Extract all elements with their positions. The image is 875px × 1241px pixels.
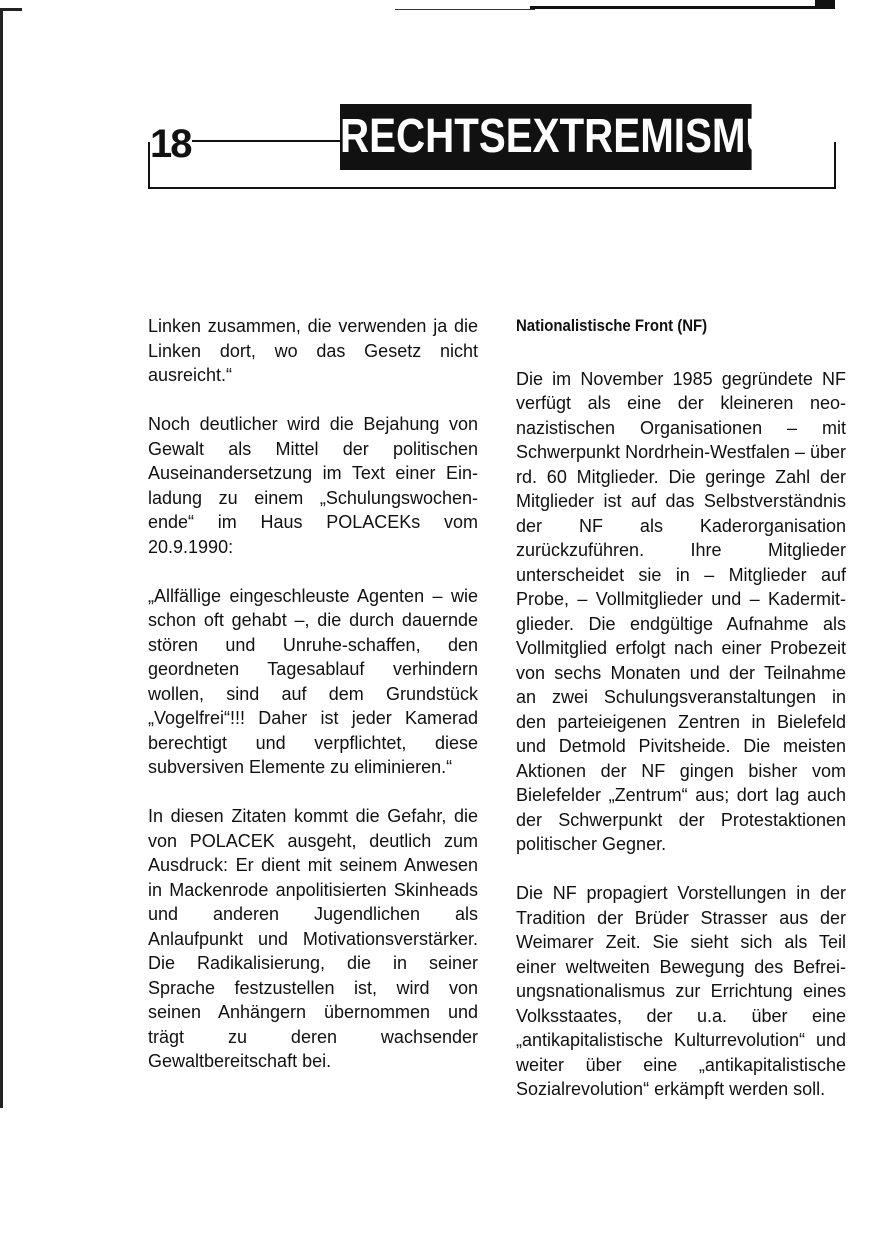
top-rule-thin [395,9,535,10]
paragraph: In diesen Zitaten kommt die Gefahr, die von POLACEK ausgeht, deutlich zum Ausdruck: Er dient mit seinem Anwesen in Mackenrode anpolitisierten Skinheads und anderen Jugendlichen als Anlaufpunkt und Motivationsverstärker. Die Radikalisierung, die in seiner Sprache festzustellen ist, wird von seinen Anhängern übernommen und trägt zu deren wachsender Gewaltbereitschaft bei. [148,806,478,1071]
chapter-title: RECHTSEXTREMISMUS [340,104,752,170]
header-frame-bottom [148,187,836,189]
paragraph: Noch deutlicher wird die Bejahung von Gewalt als Mittel der politischen Auseinandersetzung im Text einer Einladung zu einem „Schulungswochenende“ im Haus POLACEKs vom 20.9.1990: [148,414,478,557]
section-heading: Nationalistische Front (NF) [516,316,708,335]
paragraph: Die im November 1985 gegründete NF verfügt als eine der kleineren neonazistischen Organisationen – mit Schwerpunkt Nordrhein-Westfalen – über rd. 60 Mitglieder. Die geringe Zahl der Mitglieder ist auf das Selbstverständnis der NF als Kaderorganisation zurückzuführen. Ihre Mitglieder unterscheidet sie in – Mitglieder auf Probe, – Vollmitglieder und – Kadermitglieder. Die endgültige Aufnahme als Vollmitglied erfolgt nach einer Probezeit von sechs Monaten und der Teilnahme an zwei Schulungsveranstaltungen in den parteieigenen Zentren in Bielefeld und Detmold Pivitsheide. Die meisten Aktionen der NF gingen bisher vom Bielefelder „Zentrum“ aus; dort lag auch der Schwerpunkt der Protestaktionen politischer Gegner. [516,368,846,854]
top-rule [530,6,815,9]
page-number: 18 [150,122,191,166]
header-frame-right [834,142,836,189]
right-column [516,314,846,1126]
paragraph: Die NF propagiert Vorstellungen in der Tradition der Brüder Strasser aus der Weimarer Zeit. Sie sieht sich als Teil einer weltweiten Bewegung des Befreiungsnationalismus zur Errichtung eines Volksstaates, der u.a. über eine „antikapitalistische Kulturrevolution“ und weiter über eine „antikapitalistische Sozialrevolution“ erkämpft werden soll. [516,883,846,1099]
quote-paragraph: „Allfällige eingeschleuste Agenten – wie schon oft gehabt –, die durch dauernde stören und Unruhe-schaffen, den geordneten Tagesablauf verhindern wollen, sind auf dem Grundstück „Vogelfrei“!!! Daher ist jeder Kamerad berechtigt und verpflichtet, diese subversiven Elemente zu eliminieren.“ [148,585,478,777]
scan-border-vertical [0,8,3,1108]
left-column [148,314,478,1098]
scan-border-horizontal [0,8,22,11]
paragraph: Linken zusammen, die verwenden ja die Linken dort, wo das Gesetz nicht ausreicht.“ [148,316,478,385]
top-marker [815,0,835,9]
page-header [148,104,838,190]
